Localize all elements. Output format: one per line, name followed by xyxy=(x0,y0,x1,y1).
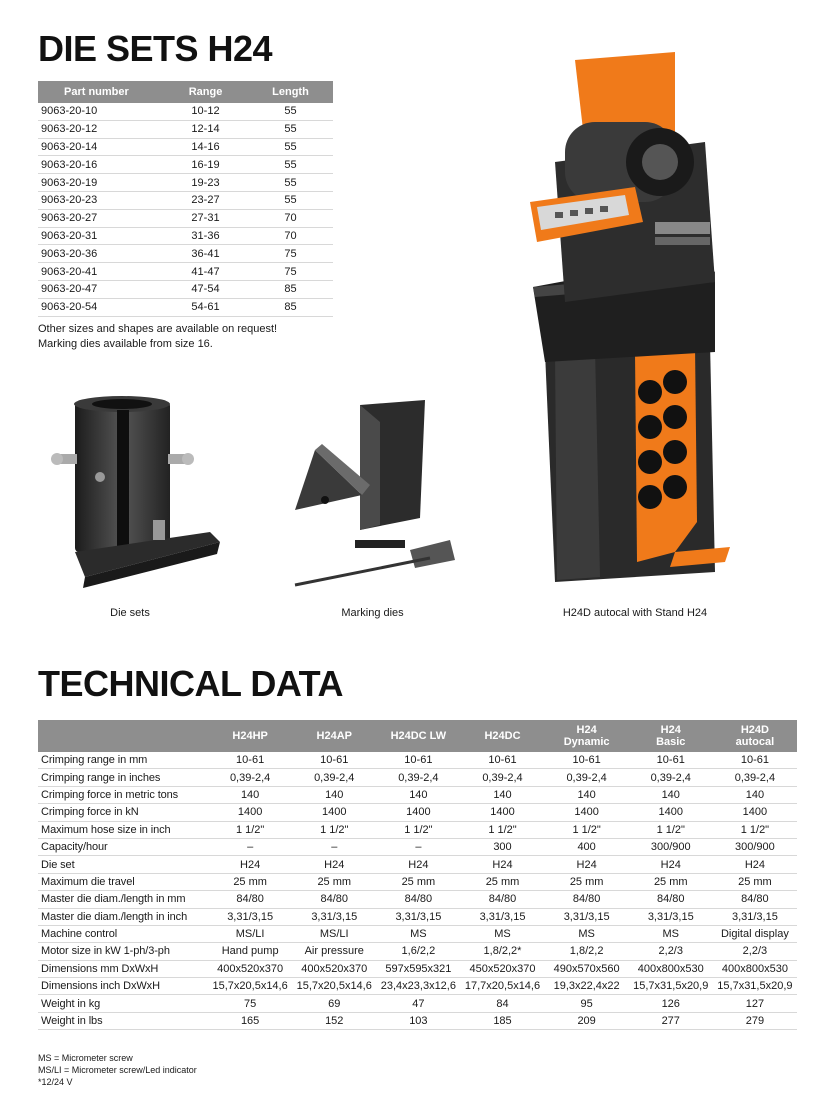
table-row xyxy=(38,856,797,873)
spec-value: 1400 xyxy=(460,804,544,821)
header-h24dc-lw xyxy=(376,720,460,752)
header-h24hp xyxy=(208,720,292,752)
spec-value: MS xyxy=(629,925,713,942)
spec-value: 84/80 xyxy=(292,891,376,908)
spec-value: 15,7x20,5x14,6 xyxy=(208,978,292,995)
spec-value: 84 xyxy=(460,995,544,1012)
header-range: Range xyxy=(163,81,248,103)
spec-value: H24 xyxy=(376,856,460,873)
length: 55 xyxy=(248,103,333,120)
footnote-msli: MS/LI = Micrometer screw/Led indicator xyxy=(38,1065,197,1075)
table-row xyxy=(38,209,333,227)
length: 75 xyxy=(248,245,333,263)
spec-value: 1400 xyxy=(545,804,629,821)
spec-value: 15,7x31,5x20,9 xyxy=(713,978,797,995)
spec-value: 1400 xyxy=(376,804,460,821)
part-number: 9063-20-27 xyxy=(38,209,163,227)
spec-value: 0,39-2,4 xyxy=(292,769,376,786)
spec-value: 400x800x530 xyxy=(713,960,797,977)
footnotes xyxy=(38,1052,197,1088)
table-row xyxy=(38,786,797,803)
spec-value: MS xyxy=(460,925,544,942)
spec-value: 3,31/3,15 xyxy=(208,908,292,925)
spec-label: Capacity/hour xyxy=(38,838,208,855)
spec-value: 0,39-2,4 xyxy=(460,769,544,786)
spec-value: 10-61 xyxy=(545,752,629,769)
table-row xyxy=(38,191,333,209)
length: 75 xyxy=(248,263,333,281)
table-row xyxy=(38,280,333,298)
spec-value: 1400 xyxy=(629,804,713,821)
spec-value: H24 xyxy=(208,856,292,873)
spec-value: 25 mm xyxy=(713,873,797,890)
spec-value: 185 xyxy=(460,1012,544,1029)
spec-value: 400x520x370 xyxy=(292,960,376,977)
range: 10-12 xyxy=(163,103,248,120)
caption-die-sets: Die sets xyxy=(110,607,150,619)
spec-value: 140 xyxy=(629,786,713,803)
spec-value: 140 xyxy=(292,786,376,803)
availability-note xyxy=(38,322,277,352)
die-sets-image xyxy=(45,392,225,592)
technical-data-table xyxy=(38,720,797,1030)
spec-label: Die set xyxy=(38,856,208,873)
note-line-1: Other sizes and shapes are available on request! xyxy=(38,323,278,335)
spec-value: 140 xyxy=(460,786,544,803)
machine-image xyxy=(525,52,730,584)
spec-value: 2,2/3 xyxy=(713,943,797,960)
spec-value: Digital display xyxy=(713,925,797,942)
header-h24-dynamic xyxy=(545,720,629,752)
spec-value: 3,31/3,15 xyxy=(292,908,376,925)
spec-value: 126 xyxy=(629,995,713,1012)
spec-value: 597x595x321 xyxy=(376,960,460,977)
spec-value: 10-61 xyxy=(629,752,713,769)
table-row xyxy=(38,138,333,156)
part-number: 9063-20-12 xyxy=(38,120,163,138)
spec-value: 300 xyxy=(460,838,544,855)
range: 41-47 xyxy=(163,263,248,281)
length: 85 xyxy=(248,298,333,316)
spec-value: 1 1/2" xyxy=(208,821,292,838)
marking-dies-image xyxy=(290,400,460,595)
part-number: 9063-20-41 xyxy=(38,263,163,281)
range: 14-16 xyxy=(163,138,248,156)
spec-value: 1,6/2,2 xyxy=(376,943,460,960)
spec-value: 279 xyxy=(713,1012,797,1029)
spec-value: 10-61 xyxy=(376,752,460,769)
part-number: 9063-20-54 xyxy=(38,298,163,316)
length: 55 xyxy=(248,120,333,138)
spec-value: – xyxy=(292,838,376,855)
spec-value: 84/80 xyxy=(545,891,629,908)
table-row xyxy=(38,838,797,855)
spec-value: 84/80 xyxy=(629,891,713,908)
spec-label: Crimping range in mm xyxy=(38,752,208,769)
model-name: H24 xyxy=(660,724,681,736)
spec-value: 69 xyxy=(292,995,376,1012)
table-row xyxy=(38,804,797,821)
table-row xyxy=(38,103,333,120)
range: 16-19 xyxy=(163,156,248,174)
spec-value: 140 xyxy=(545,786,629,803)
header-h24d-autocal xyxy=(713,720,797,752)
spec-value: 400x800x530 xyxy=(629,960,713,977)
header-spec xyxy=(38,720,208,752)
table-row xyxy=(38,925,797,942)
model-name: H24DC LW xyxy=(390,730,447,742)
spec-value: 1 1/2" xyxy=(460,821,544,838)
spec-label: Master die diam./length in inch xyxy=(38,908,208,925)
part-number: 9063-20-19 xyxy=(38,174,163,192)
part-number: 9063-20-31 xyxy=(38,227,163,245)
part-number: 9063-20-36 xyxy=(38,245,163,263)
spec-value: 3,31/3,15 xyxy=(629,908,713,925)
spec-value: 140 xyxy=(208,786,292,803)
table-row xyxy=(38,156,333,174)
table-row xyxy=(38,891,797,908)
spec-value: 3,31/3,15 xyxy=(460,908,544,925)
spec-value: 127 xyxy=(713,995,797,1012)
spec-value: 19,3x22,4x22 xyxy=(545,978,629,995)
caption-marking-dies: Marking dies xyxy=(341,607,404,619)
model-variant: Dynamic xyxy=(563,736,610,748)
tech-body xyxy=(38,752,797,1030)
spec-value: 15,7x31,5x20,9 xyxy=(629,978,713,995)
spec-value: – xyxy=(376,838,460,855)
spec-value: 15,7x20,5x14,6 xyxy=(292,978,376,995)
table-row xyxy=(38,769,797,786)
spec-value: 3,31/3,15 xyxy=(713,908,797,925)
spec-value: 10-61 xyxy=(460,752,544,769)
header-h24ap xyxy=(292,720,376,752)
header-length: Length xyxy=(248,81,333,103)
spec-value: 277 xyxy=(629,1012,713,1029)
range: 31-36 xyxy=(163,227,248,245)
spec-value: 84/80 xyxy=(208,891,292,908)
range: 47-54 xyxy=(163,280,248,298)
spec-value: 25 mm xyxy=(376,873,460,890)
table-row xyxy=(38,298,333,316)
spec-value: 140 xyxy=(713,786,797,803)
spec-value: 450x520x370 xyxy=(460,960,544,977)
spec-value: 0,39-2,4 xyxy=(208,769,292,786)
spec-label: Dimensions mm DxWxH xyxy=(38,960,208,977)
table-row xyxy=(38,120,333,138)
spec-value: 1400 xyxy=(292,804,376,821)
spec-value: 490x570x560 xyxy=(545,960,629,977)
spec-value: H24 xyxy=(629,856,713,873)
range: 19-23 xyxy=(163,174,248,192)
spec-value: 1 1/2" xyxy=(545,821,629,838)
part-number: 9063-20-16 xyxy=(38,156,163,174)
length: 55 xyxy=(248,156,333,174)
spec-value: 400x520x370 xyxy=(208,960,292,977)
spec-value: H24 xyxy=(292,856,376,873)
header-h24-basic xyxy=(629,720,713,752)
part-number: 9063-20-10 xyxy=(38,103,163,120)
length: 70 xyxy=(248,227,333,245)
spec-value: 0,39-2,4 xyxy=(376,769,460,786)
length: 70 xyxy=(248,209,333,227)
spec-value: 152 xyxy=(292,1012,376,1029)
spec-value: 84/80 xyxy=(713,891,797,908)
spec-value: 300/900 xyxy=(713,838,797,855)
spec-value: 1 1/2" xyxy=(629,821,713,838)
model-name: H24DC xyxy=(484,730,521,742)
model-name: H24AP xyxy=(316,730,352,742)
spec-value: 47 xyxy=(376,995,460,1012)
spec-value: 2,2/3 xyxy=(629,943,713,960)
table-row xyxy=(38,227,333,245)
model-name: H24HP xyxy=(232,730,268,742)
range: 27-31 xyxy=(163,209,248,227)
spec-value: H24 xyxy=(545,856,629,873)
model-variant: autocal xyxy=(735,736,775,748)
spec-label: Weight in lbs xyxy=(38,1012,208,1029)
spec-value: 10-61 xyxy=(713,752,797,769)
table-row xyxy=(38,943,797,960)
spec-value: H24 xyxy=(713,856,797,873)
spec-value: 25 mm xyxy=(460,873,544,890)
spec-value: 300/900 xyxy=(629,838,713,855)
spec-value: 75 xyxy=(208,995,292,1012)
caption-machine: H24D autocal with Stand H24 xyxy=(562,607,708,619)
table-row xyxy=(38,978,797,995)
table-row xyxy=(38,873,797,890)
spec-value: 17,7x20,5x14,6 xyxy=(460,978,544,995)
spec-value: 1400 xyxy=(208,804,292,821)
spec-value: 1 1/2" xyxy=(713,821,797,838)
spec-value: 1400 xyxy=(713,804,797,821)
spec-label: Machine control xyxy=(38,925,208,942)
tech-header-row xyxy=(38,720,797,752)
table-row xyxy=(38,821,797,838)
spec-value: 0,39-2,4 xyxy=(545,769,629,786)
spec-value: MS xyxy=(376,925,460,942)
spec-value: Air pressure xyxy=(292,943,376,960)
part-number: 9063-20-14 xyxy=(38,138,163,156)
range: 23-27 xyxy=(163,191,248,209)
spec-value: 1 1/2" xyxy=(376,821,460,838)
model-name: H24D xyxy=(740,724,769,736)
table-row xyxy=(38,263,333,281)
spec-label: Crimping force in kN xyxy=(38,804,208,821)
spec-value: 23,4x23,3x12,6 xyxy=(376,978,460,995)
range: 36-41 xyxy=(163,245,248,263)
range: 54-61 xyxy=(163,298,248,316)
table-row xyxy=(38,960,797,977)
length: 55 xyxy=(248,191,333,209)
part-number: 9063-20-47 xyxy=(38,280,163,298)
spec-value: 1 1/2" xyxy=(292,821,376,838)
spec-value: 209 xyxy=(545,1012,629,1029)
table-row xyxy=(38,995,797,1012)
model-variant: Basic xyxy=(656,736,686,748)
spec-label: Master die diam./length in mm xyxy=(38,891,208,908)
footnote-ms: MS = Micrometer screw xyxy=(38,1053,133,1063)
header-part-number: Part number xyxy=(38,81,163,103)
die-sets-table xyxy=(38,81,333,317)
spec-label: Weight in kg xyxy=(38,995,208,1012)
spec-value: MS/LI xyxy=(208,925,292,942)
spec-value: 25 mm xyxy=(208,873,292,890)
spec-value: 400 xyxy=(545,838,629,855)
footnote-voltage: *12/24 V xyxy=(38,1077,73,1087)
spec-value: 165 xyxy=(208,1012,292,1029)
spec-label: Crimping force in metric tons xyxy=(38,786,208,803)
spec-value: 0,39-2,4 xyxy=(713,769,797,786)
part-number: 9063-20-23 xyxy=(38,191,163,209)
technical-data-title: TECHNICAL DATA xyxy=(38,663,343,704)
spec-label: Crimping range in inches xyxy=(38,769,208,786)
spec-label: Dimensions inch DxWxH xyxy=(38,978,208,995)
spec-value: H24 xyxy=(460,856,544,873)
die-table-header-row xyxy=(38,81,333,103)
spec-value: 25 mm xyxy=(545,873,629,890)
spec-label: Maximum hose size in inch xyxy=(38,821,208,838)
spec-value: MS/LI xyxy=(292,925,376,942)
spec-value: 140 xyxy=(376,786,460,803)
length: 85 xyxy=(248,280,333,298)
spec-label: Maximum die travel xyxy=(38,873,208,890)
table-row xyxy=(38,908,797,925)
spec-value: 25 mm xyxy=(629,873,713,890)
spec-value: 95 xyxy=(545,995,629,1012)
spec-value: 1,8/2,2* xyxy=(460,943,544,960)
spec-value: 84/80 xyxy=(460,891,544,908)
spec-value: 25 mm xyxy=(292,873,376,890)
table-row xyxy=(38,1012,797,1029)
table-row xyxy=(38,245,333,263)
length: 55 xyxy=(248,138,333,156)
die-sets-title: DIE SETS H24 xyxy=(38,28,273,69)
spec-value: 3,31/3,15 xyxy=(545,908,629,925)
spec-value: 84/80 xyxy=(376,891,460,908)
length: 55 xyxy=(248,174,333,192)
spec-value: 103 xyxy=(376,1012,460,1029)
spec-value: MS xyxy=(545,925,629,942)
spec-value: 3,31/3,15 xyxy=(376,908,460,925)
spec-value: 0,39-2,4 xyxy=(629,769,713,786)
spec-value: Hand pump xyxy=(208,943,292,960)
table-row xyxy=(38,174,333,192)
spec-value: 10-61 xyxy=(208,752,292,769)
range: 12-14 xyxy=(163,120,248,138)
header-h24dc xyxy=(460,720,544,752)
table-row xyxy=(38,752,797,769)
model-name: H24 xyxy=(576,724,597,736)
spec-label: Motor size in kW 1-ph/3-ph xyxy=(38,943,208,960)
note-line-2: Marking dies available from size 16. xyxy=(38,338,213,350)
spec-value: – xyxy=(208,838,292,855)
spec-value: 10-61 xyxy=(292,752,376,769)
spec-value: 1,8/2,2 xyxy=(545,943,629,960)
